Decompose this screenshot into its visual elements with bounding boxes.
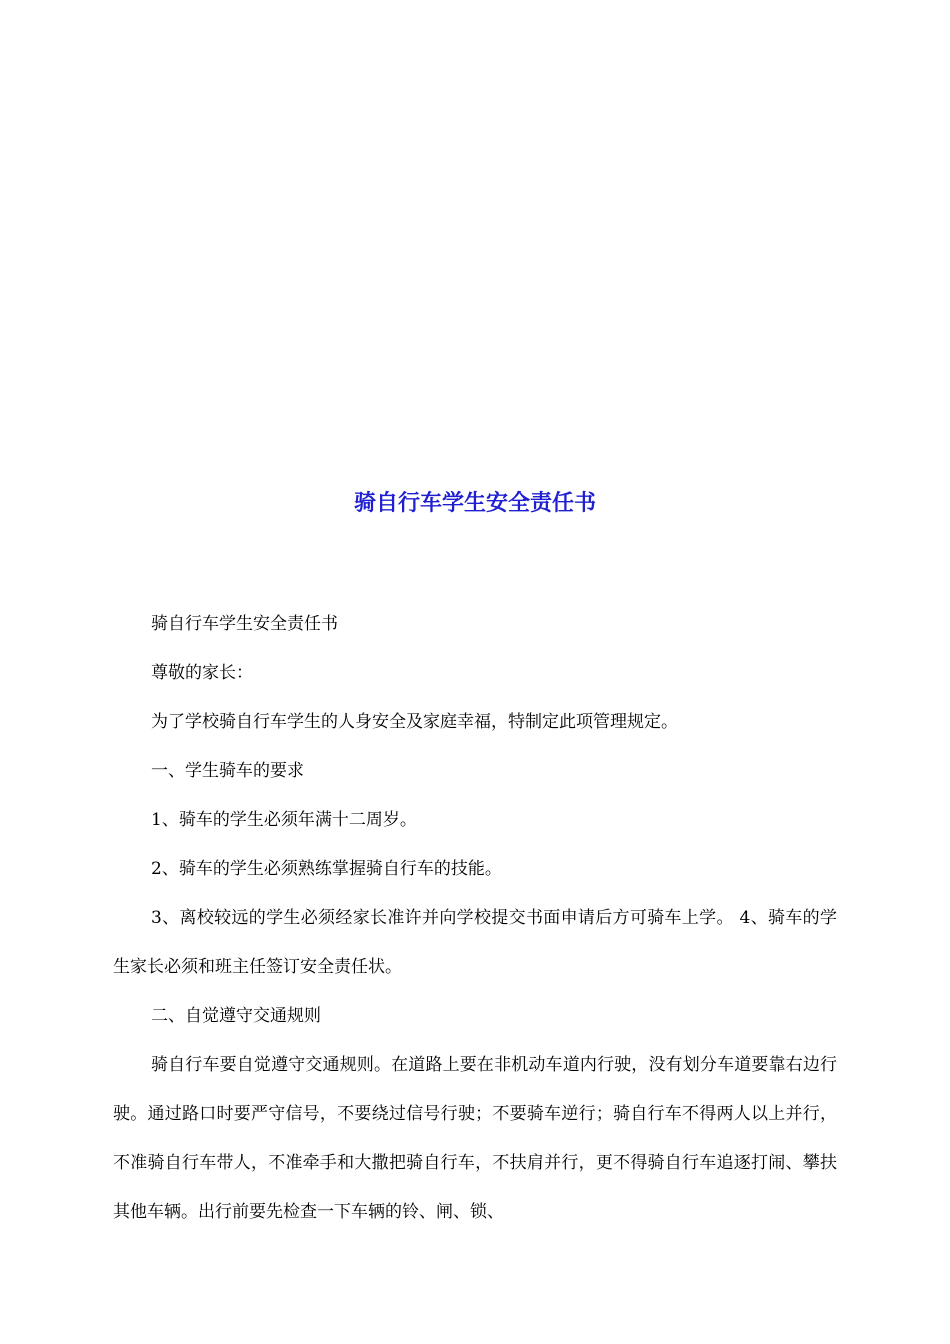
- section-heading-traffic-rules: 二、自觉遵守交通规则: [151, 1006, 321, 1026]
- paragraph-rule-2: 2、骑车的学生必须熟练掌握骑自行车的技能。: [151, 859, 502, 879]
- paragraph-salutation: 尊敬的家长：: [151, 663, 253, 683]
- paragraph-intro: 为了学校骑自行车学生的人身安全及家庭幸福，特制定此项管理规定。: [151, 712, 678, 732]
- paragraph-traffic-rules: 骑自行车要自觉遵守交通规则。在道路上要在非机动车道内行驶，没有划分车道要靠右边行驶。通过路口时要严守信号，不要绕过信号行驶；不要骑车逆行；骑自行车不得两人以上并行，不准骑自行车带人，不准牵手和大撒把骑自行车，不扶肩并行，更不得骑自行车追逐打闹、攀扶其他车辆。出行前要先检查一下车辆的铃、闸、锁、: [113, 1055, 837, 1222]
- section-heading-requirements: 一、学生骑车的要求: [151, 761, 304, 781]
- paragraph-rule-1: 1、骑车的学生必须年满十二周岁。: [151, 810, 417, 830]
- document-body: [113, 600, 837, 1237]
- paragraph-heading-repeat: 骑自行车学生安全责任书: [151, 614, 338, 634]
- document-title: 骑自行车学生安全责任书: [353, 491, 596, 516]
- paragraph-rule-3-4: 3、离校较远的学生必须经家长准许并向学校提交书面申请后方可骑车上学。 4、骑车的学生家长必须和班主任签订安全责任状。: [113, 908, 837, 977]
